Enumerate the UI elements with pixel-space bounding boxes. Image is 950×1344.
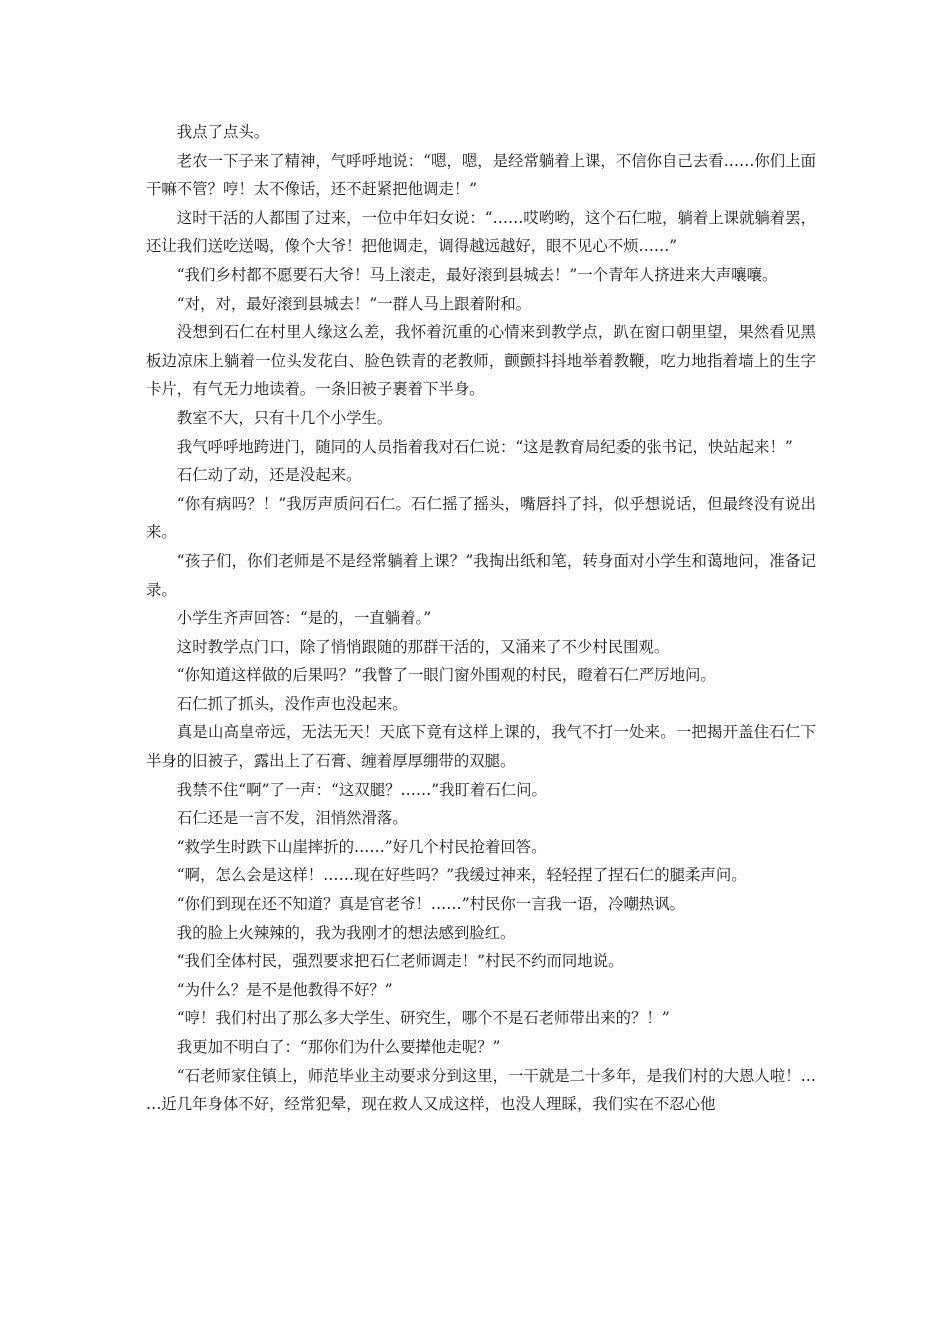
paragraph: 我禁不住“啊”了一声：“这双腿？……”我盯着石仁问。 <box>176 780 547 799</box>
paragraph: 我更加不明白了：“那你们为什么要撵他走呢？” <box>176 1038 501 1056</box>
paragraph: “你们到现在还不知道？真是官老爷！……”村民你一言我一语，冷嘲热讽。 <box>176 895 686 914</box>
paragraph: “孩子们，你们老师是不是经常躺着上课？”我掏出纸和笔，转身面对小学生和蔼地问，准备记录。 <box>146 551 816 599</box>
paragraph: “啊，怎么会是这样！……现在好些吗？”我缓过神来，轻轻捏了捏石仁的腿柔声问。 <box>176 866 747 885</box>
paragraph: “你知道这样做的后果吗？”我瞥了一眼门窗外围观的村民，瞪着石仁严厉地问。 <box>176 666 716 685</box>
paragraph: 没想到石仁在村里人缘这么差，我怀着沉重的心情来到教学点，趴在窗口朝里望，果然看见黑板边凉床上躺着一位头发花白、脸色铁青的老教师，颤颤抖抖地举着教鞭，吃力地指着墙上的生字卡片，有气无力地读着。一条旧被子裹着下半身。 <box>146 323 816 399</box>
paragraph: “救学生时跌下山崖摔折的……”好几个村民抢着回答。 <box>176 837 547 856</box>
paragraph: 石仁抓了抓头，没作声也没起来。 <box>176 694 408 713</box>
paragraph: “石老师家住镇上，师范毕业主动要求分到这里，一干就是二十多年，是我们村的大恩人啦！……近几年身体不好，经常犯晕，现在救人又成这样，也没人理睬，我们实在不忍心他 <box>146 1066 816 1114</box>
paragraph: 我点了点头。 <box>176 123 270 141</box>
paragraph: 老农一下子来了精神，气呼呼地说：“嗯，嗯，是经常躺着上课，不信你自己去看……你们上面干嘛不管？哼！太不像话，还不赶紧把他调走！” <box>146 151 816 199</box>
paragraph: “为什么？是不是他教得不好？” <box>176 980 393 999</box>
paragraph: “你有病吗？！”我厉声质问石仁。石仁摇了摇头，嘴唇抖了抖，似乎想说话，但最终没有说出来。 <box>146 494 816 542</box>
paragraph: “我们乡村都不愿要石大爷！马上滚走，最好滚到县城去！”一个青年人挤进来大声嚷嚷。 <box>176 265 778 284</box>
paragraph: 这时教学点门口，除了悄悄跟随的那群干活的，又涌来了不少村民围观。 <box>176 637 670 656</box>
paragraph: 小学生齐声回答：“是的，一直躺着。” <box>176 609 432 628</box>
paragraph: “我们全体村民，强烈要求把石仁老师调走！”村民不约而同地说。 <box>176 952 624 971</box>
paragraph: 石仁动了动，还是没起来。 <box>176 466 362 485</box>
paragraph: 石仁还是一言不发，泪悄然滑落。 <box>176 809 408 828</box>
paragraph: 这时干活的人都围了过来，一位中年妇女说：“……哎哟哟，这个石仁啦，躺着上课就躺着罢，还让我们送吃送喝，像个大爷！把他调走，调得越远越好，眼不见心不烦……” <box>146 208 816 256</box>
paragraph: 教室不大，只有十几个小学生。 <box>176 408 393 427</box>
paragraph: 真是山高皇帝远，无法无天！天底下竟有这样上课的，我气不打一处来。一把揭开盖住石仁下半身的旧被子，露出上了石膏、缠着厚厚绷带的双腿。 <box>146 723 816 771</box>
paragraph: “哼！我们村出了那么多大学生、研究生，哪个不是石老师带出来的？！” <box>176 1009 670 1028</box>
document-body <box>146 118 816 1119</box>
paragraph: “对，对，最好滚到县城去！”一群人马上跟着附和。 <box>176 294 532 313</box>
paragraph: 我的脸上火辣辣的，我为我刚才的想法感到脸红。 <box>176 923 516 942</box>
paragraph: 我气呼呼地跨进门，随同的人员指着我对石仁说：“这是教育局纪委的张书记，快站起来！” <box>176 437 793 456</box>
